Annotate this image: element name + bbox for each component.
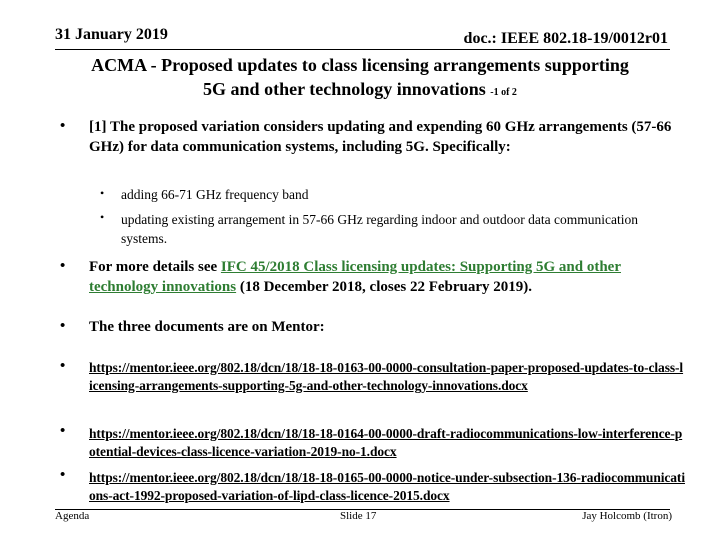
title-line-1: ACMA - Proposed updates to class licensing arrangements supporting [91, 55, 629, 75]
bullet-marker: • [60, 358, 66, 374]
bullet-marker: • [60, 467, 66, 483]
ifc-link[interactable]: IFC 45/2018 Class licensing updates: Supporting 5G and other technology innovations [89, 259, 621, 295]
header-date: 31 January 2019 [55, 26, 168, 43]
slide-number: Slide 17 [340, 510, 377, 522]
footer-author: Jay Holcomb (Itron) [582, 510, 672, 522]
title-line-2: 5G and other technology innovations [203, 79, 486, 99]
bullet-marker: • [60, 318, 66, 334]
mentor-link-2[interactable] [89, 425, 685, 461]
mentor-link-2-text[interactable]: https://mentor.ieee.org/802.18/dcn/18/18-18-0164-00-0000-draft-radiocommunications-low-interference-potential-devices-class-licence-variation-2019-no-1.docx [89, 426, 683, 459]
mentor-link-3[interactable] [89, 469, 685, 505]
mentor-link-1-text[interactable]: https://mentor.ieee.org/802.18/dcn/18/18-18-0163-00-0000-consultation-paper-proposed-updates-to-class-licensing-arrangements-supporting-5g-and-other-technology-innovations.docx [89, 360, 684, 393]
bullet-2-suffix: (18 December 2018, closes 22 February 2019). [236, 279, 533, 295]
mentor-link-3-text[interactable]: https://mentor.ieee.org/802.18/dcn/18/18-18-0165-00-0000-notice-under-subsection-136-radiocommunications-act-1992-proposed-variation-of-lipd-class-licence-2015.docx [89, 470, 685, 503]
bullet-marker: • [60, 118, 66, 134]
mentor-link-1[interactable] [89, 359, 685, 395]
sub-bullet-marker: • [100, 186, 105, 200]
title-suffix: -1 of 2 [490, 87, 517, 98]
sub-bullet-1-text: adding 66-71 GHz frequency band [121, 187, 309, 202]
footer-left: Agenda [55, 510, 90, 522]
bullet-2-text [89, 257, 689, 297]
header-divider [55, 49, 670, 50]
sub-bullet-2-text: updating existing arrangement in 57-66 GHz regarding indoor and outdoor data communication systems. [121, 212, 638, 246]
header-doc-id: doc.: IEEE 802.18-19/0012r01 [463, 30, 668, 47]
slide-title [40, 53, 680, 105]
bullet-1-text: [1] The proposed variation considers updating and expending 60 GHz arrangements (57-66 GHz) for data communication systems, including 5G. Specifically: [89, 119, 672, 155]
bullet-2-prefix: For more details see [89, 259, 221, 275]
sub-bullet-marker: • [100, 210, 105, 224]
bullet-marker: • [60, 423, 66, 439]
bullet-3-text: The three documents are on Mentor: [89, 319, 325, 335]
bullet-marker: • [60, 258, 66, 274]
